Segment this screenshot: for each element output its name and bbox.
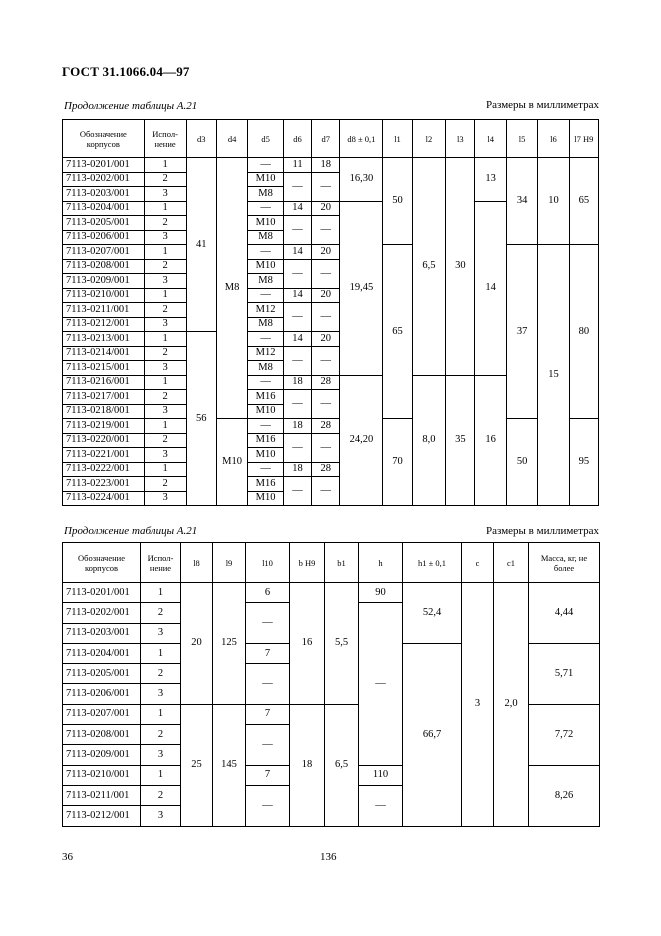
table-cell: 7 [246,765,290,785]
table-cell: 70 [383,419,412,506]
d5-cell: M10 [248,404,284,419]
table-cell: 5,71 [529,643,600,704]
column-header: l9 [213,543,246,583]
table-cell: 16 [475,375,506,506]
variant-cell: 2 [144,433,186,448]
d5-cell: M8 [248,187,284,202]
document-header: ГОСТ 31.1066.04—97 [62,64,190,79]
column-header: l7 H9 [569,120,598,158]
table-cell: 13 [475,158,506,202]
designation-cell: 7113-0215/001 [63,361,145,376]
variant-cell: 1 [141,583,181,603]
column-header: d5 [248,120,284,158]
table-cell: 65 [569,158,598,245]
table-cell: 65 [383,245,412,419]
designation-cell: 7113-0211/001 [63,785,141,805]
table-cell: 6 [246,583,290,603]
variant-cell: 3 [144,361,186,376]
table-cell: 2,0 [494,583,529,827]
table-row [63,419,599,434]
d7-cell: 20 [312,201,340,216]
variant-cell: 3 [144,448,186,463]
table-cell: 80 [569,245,598,419]
d5-cell: M12 [248,346,284,361]
d6-cell: 14 [283,288,311,303]
d5-cell: M16 [248,477,284,492]
table-cell: 90 [359,583,403,603]
table-cell: 145 [213,704,246,826]
variant-cell: 2 [144,259,186,274]
table-cell: 110 [359,765,403,785]
table-1-header-row [63,120,599,158]
table-cell: 125 [213,583,246,705]
variant-cell: 2 [144,477,186,492]
column-header: d4 [216,120,247,158]
d5-cell: M8 [248,361,284,376]
d7-cell: — [312,346,340,375]
column-header: l5 [506,120,537,158]
table-cell: — [246,725,290,766]
column-header: Масса, кг, не более [529,543,600,583]
designation-cell: 7113-0206/001 [63,684,141,704]
table-cell: — [359,785,403,826]
d6-cell: 11 [283,158,311,173]
table-cell: 4,44 [529,583,600,644]
column-header: Испол-нение [141,543,181,583]
variant-cell: 1 [144,288,186,303]
column-header: l8 [181,543,213,583]
variant-cell: 2 [141,725,181,745]
designation-cell: 7113-0208/001 [63,259,145,274]
table-cell: — [246,664,290,705]
variant-cell: 1 [144,245,186,260]
d7-cell: — [312,259,340,288]
column-header: b H9 [290,543,325,583]
d5-cell: M8 [248,317,284,332]
variant-cell: 3 [144,317,186,332]
designation-cell: 7113-0203/001 [63,187,145,202]
d6-cell: 14 [283,332,311,347]
column-header: d6 [283,120,311,158]
page-number-center: 136 [320,851,337,863]
column-header: l1 [383,120,412,158]
column-header: d8 ± 0,1 [340,120,383,158]
d5-cell: — [248,158,284,173]
variant-cell: 3 [144,230,186,245]
column-header: Обозначение корпусов [63,120,145,158]
table-cell: 14 [475,201,506,375]
table-cell: — [246,785,290,826]
d5-cell: — [248,462,284,477]
table-cell: M10 [216,419,247,506]
designation-cell: 7113-0206/001 [63,230,145,245]
table-cell: 35 [446,375,475,506]
d5-cell: — [248,201,284,216]
d7-cell: 20 [312,332,340,347]
designation-cell: 7113-0223/001 [63,477,145,492]
table-cell: M8 [216,158,247,419]
column-header: Обозначение корпусов [63,543,141,583]
designation-cell: 7113-0220/001 [63,433,145,448]
designation-cell: 7113-0211/001 [63,303,145,318]
designation-cell: 7113-0207/001 [63,245,145,260]
variant-cell: 1 [144,158,186,173]
variant-cell: 3 [141,745,181,765]
d5-cell: — [248,332,284,347]
table-cell: 7,72 [529,704,600,765]
d6-cell: 18 [283,462,311,477]
variant-cell: 3 [141,684,181,704]
d5-cell: M8 [248,230,284,245]
table-cell: 5,5 [325,583,359,705]
designation-cell: 7113-0204/001 [63,201,145,216]
table-cell: 20 [181,583,213,705]
table-cell: 56 [186,332,216,506]
table-cell: 18 [290,704,325,826]
table-cell: 16,30 [340,158,383,202]
variant-cell: 2 [144,172,186,187]
table-cell: 52,4 [403,583,462,644]
table-cell: 16 [290,583,325,705]
variant-cell: 2 [141,603,181,623]
d7-cell: — [312,390,340,419]
d5-cell: — [248,419,284,434]
table-cell: 10 [538,158,569,245]
d7-cell: 28 [312,462,340,477]
designation-cell: 7113-0217/001 [63,390,145,405]
d7-cell: — [312,477,340,506]
d5-cell: M16 [248,390,284,405]
d7-cell: 18 [312,158,340,173]
variant-cell: 1 [144,419,186,434]
d6-cell: — [283,346,311,375]
table-cell: 34 [506,158,537,245]
variant-cell: 1 [141,765,181,785]
designation-cell: 7113-0201/001 [63,158,145,173]
variant-cell: 3 [144,404,186,419]
table-cell: 8,26 [529,765,600,826]
d7-cell: 20 [312,245,340,260]
variant-cell: 2 [141,664,181,684]
column-header: h1 ± 0,1 [403,543,462,583]
d6-cell: — [283,259,311,288]
column-header: l10 [246,543,290,583]
d6-cell: 14 [283,245,311,260]
table-caption-2: Продолжение таблицы А.21 [64,525,198,537]
table-2 [62,542,600,827]
variant-cell: 1 [144,201,186,216]
table-cell: 7 [246,704,290,724]
d6-cell: 18 [283,419,311,434]
d6-cell: 18 [283,375,311,390]
column-header: Испол-нение [144,120,186,158]
designation-cell: 7113-0214/001 [63,346,145,361]
column-header: h [359,543,403,583]
designation-cell: 7113-0208/001 [63,725,141,745]
d5-cell: M10 [248,172,284,187]
designation-cell: 7113-0222/001 [63,462,145,477]
table-cell: 41 [186,158,216,332]
designation-cell: 7113-0203/001 [63,623,141,643]
designation-cell: 7113-0207/001 [63,704,141,724]
designation-cell: 7113-0209/001 [63,745,141,765]
table-cell: 37 [506,245,537,419]
table-2-header-row [63,543,600,583]
d6-cell: — [283,390,311,419]
d5-cell: M10 [248,491,284,506]
designation-cell: 7113-0212/001 [63,317,145,332]
designation-cell: 7113-0209/001 [63,274,145,289]
d5-cell: M12 [248,303,284,318]
designation-cell: 7113-0216/001 [63,375,145,390]
d5-cell: M10 [248,216,284,231]
table-cell: 95 [569,419,598,506]
column-header: d3 [186,120,216,158]
table-cell: 50 [383,158,412,245]
column-header: l6 [538,120,569,158]
table-cell: 15 [538,245,569,506]
designation-cell: 7113-0202/001 [63,603,141,623]
d6-cell: — [283,433,311,462]
column-header: c [462,543,494,583]
table-row [63,583,600,603]
table-cell: 7 [246,643,290,663]
table-cell: 66,7 [403,643,462,826]
designation-cell: 7113-0210/001 [63,288,145,303]
d7-cell: — [312,303,340,332]
designation-cell: 7113-0202/001 [63,172,145,187]
table-cell: 50 [506,419,537,506]
d7-cell: 28 [312,375,340,390]
table-cell: 19,45 [340,201,383,375]
table-cell: 8,0 [412,375,446,506]
variant-cell: 3 [144,491,186,506]
table-row [63,245,599,260]
table-cell: 30 [446,158,475,376]
table-cell: — [359,603,403,765]
table-cell: 24,20 [340,375,383,506]
table-cell: 3 [462,583,494,827]
d7-cell: 28 [312,419,340,434]
column-header: l3 [446,120,475,158]
d6-cell: — [283,303,311,332]
d6-cell: 14 [283,201,311,216]
designation-cell: 7113-0218/001 [63,404,145,419]
table-caption-1: Продолжение таблицы А.21 [64,100,198,112]
designation-cell: 7113-0212/001 [63,806,141,826]
designation-cell: 7113-0224/001 [63,491,145,506]
column-header: c1 [494,543,529,583]
d5-cell: — [248,375,284,390]
column-header: d7 [312,120,340,158]
variant-cell: 1 [144,332,186,347]
d5-cell: M16 [248,433,284,448]
d5-cell: M8 [248,274,284,289]
d5-cell: M10 [248,259,284,274]
variant-cell: 3 [141,623,181,643]
d5-cell: M10 [248,448,284,463]
d7-cell: — [312,216,340,245]
d7-cell: — [312,433,340,462]
d7-cell: — [312,172,340,201]
column-header: l2 [412,120,446,158]
variant-cell: 3 [144,274,186,289]
variant-cell: 2 [144,346,186,361]
variant-cell: 2 [144,390,186,405]
designation-cell: 7113-0219/001 [63,419,145,434]
variant-cell: 1 [144,462,186,477]
variant-cell: 2 [141,785,181,805]
d6-cell: — [283,216,311,245]
table-row [63,158,599,173]
variant-cell: 3 [141,806,181,826]
designation-cell: 7113-0205/001 [63,216,145,231]
designation-cell: 7113-0204/001 [63,643,141,663]
d7-cell: 20 [312,288,340,303]
d5-cell: — [248,288,284,303]
table-cell: 6,5 [325,704,359,826]
d6-cell: — [283,172,311,201]
table-1 [62,119,599,506]
variant-cell: 2 [144,216,186,231]
designation-cell: 7113-0210/001 [63,765,141,785]
variant-cell: 3 [144,187,186,202]
table-cell: — [246,603,290,644]
table-cell: 6,5 [412,158,446,376]
designation-cell: 7113-0221/001 [63,448,145,463]
d6-cell: — [283,477,311,506]
designation-cell: 7113-0201/001 [63,583,141,603]
variant-cell: 1 [141,643,181,663]
variant-cell: 1 [144,375,186,390]
designation-cell: 7113-0213/001 [63,332,145,347]
table-cell: 25 [181,704,213,826]
page-number-left: 36 [62,851,73,863]
column-header: l4 [475,120,506,158]
units-note-1: Размеры в миллиметрах [486,99,599,111]
column-header: b1 [325,543,359,583]
units-note-2: Размеры в миллиметрах [486,525,599,537]
variant-cell: 2 [144,303,186,318]
designation-cell: 7113-0205/001 [63,664,141,684]
variant-cell: 1 [141,704,181,724]
d5-cell: — [248,245,284,260]
